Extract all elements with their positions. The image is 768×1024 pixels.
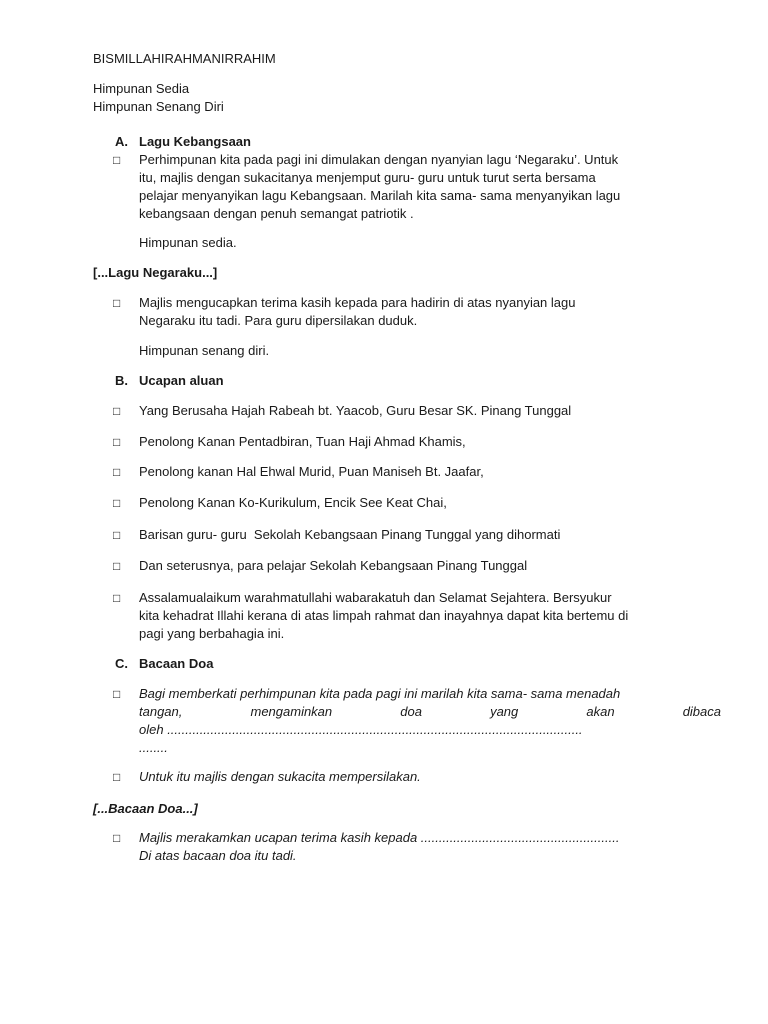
word: yang — [490, 704, 519, 719]
text-line: Majlis merakamkan ucapan terima kasih kepada ....................................................... — [139, 830, 620, 845]
checkbox-icon: □ — [113, 435, 121, 449]
text-line: Negaraku itu tadi. Para guru dipersilakan duduk. — [139, 313, 418, 328]
section-a-letter: A. — [115, 134, 128, 149]
word: dibaca — [682, 704, 721, 719]
intro-line-2: Himpunan Senang Diri — [93, 99, 224, 114]
marker-lagu-negaraku: [...Lagu Negaraku...] — [93, 265, 218, 280]
checkbox-icon: □ — [113, 831, 121, 845]
text-line: Assalamualaikum warahmatullahi wabarakatuh dan Selamat Sejahtera. Bersyukur — [139, 590, 612, 605]
doa-bullet-3 — [93, 829, 721, 865]
word: mengaminkan — [250, 704, 333, 719]
checkbox-icon: □ — [113, 153, 121, 167]
text-line: pagi yang berbahagia ini. — [139, 626, 285, 641]
word: tangan, — [139, 704, 183, 719]
note-himpunan-sedia: Himpunan sedia. — [139, 235, 237, 250]
checkbox-icon: □ — [113, 559, 121, 573]
aluan-item — [93, 402, 571, 420]
aluan-item — [93, 557, 527, 575]
justified-line — [139, 703, 721, 721]
text-line: Di atas bacaan doa itu tadi. — [139, 848, 297, 863]
note-himpunan-senang-diri: Himpunan senang diri. — [139, 343, 270, 358]
text-line: Majlis mengucapkan terima kasih kepada para hadirin di atas nyanyian lagu — [139, 295, 576, 310]
text-line: oleh ................................................................................................................... — [139, 722, 583, 737]
text-line: Dan seterusnya, para pelajar Sekolah Kebangsaan Pinang Tunggal — [139, 558, 528, 573]
section-c-title: Bacaan Doa — [139, 656, 214, 671]
text-line: Untuk itu majlis dengan sukacita mempersilakan. — [139, 769, 421, 784]
word: akan — [586, 704, 615, 719]
section-b-heading — [93, 372, 721, 390]
section-a-title: Lagu Kebangsaan — [139, 134, 251, 149]
aluan-item — [93, 433, 466, 451]
checkbox-icon: □ — [113, 528, 121, 542]
text-line: Yang Berusaha Hajah Rabeah bt. Yaacob, Guru Besar SK. Pinang Tunggal — [139, 403, 572, 418]
opening-title: BISMILLAHIRAHMANIRRAHIM — [93, 51, 276, 66]
checkbox-icon: □ — [113, 496, 121, 510]
text-line: kebangsaan dengan penuh semangat patriotik . — [139, 206, 414, 221]
checkbox-icon: □ — [113, 296, 121, 310]
aluan-item — [93, 494, 447, 512]
doa-bullet-2 — [93, 768, 421, 786]
text-line: Penolong Kanan Ko-Kurikulum, Encik See Keat Chai, — [139, 495, 447, 510]
text-line: kita kehadrat Illahi kerana di atas limpah rahmat dan inayahnya dapat kita bertemu di — [139, 608, 629, 623]
checkbox-icon: □ — [113, 591, 121, 605]
section-c-letter: C. — [115, 656, 128, 671]
text-line: Bagi memberkati perhimpunan kita pada pagi ini marilah kita sama- sama menadah — [139, 686, 621, 701]
text-line: ........ — [139, 740, 168, 755]
text-line: Penolong Kanan Pentadbiran, Tuan Haji Ahmad Khamis, — [139, 434, 466, 449]
aluan-item — [93, 463, 484, 481]
text-line: itu, majlis dengan sukacitanya menjemput guru- guru untuk turut serta bersama — [139, 170, 596, 185]
doa-bullet-1 — [93, 685, 721, 757]
text-line-content: Perhimpunan kita pada pagi ini dimulakan dengan nyanyian lagu ‘Negaraku’. Untuk — [139, 152, 619, 167]
section-b-letter: B. — [115, 373, 128, 388]
section-c-heading — [93, 655, 721, 673]
text-line: Barisan guru- guru Sekolah Kebangsaan Pinang Tunggal yang dihormati — [139, 527, 561, 542]
section-b-title: Ucapan aluan — [139, 373, 224, 388]
section-a-heading — [93, 133, 721, 151]
text-line: pelajar menyanyikan lagu Kebangsaan. Marilah kita sama- sama menyanyikan lagu — [139, 188, 621, 203]
section-a-bullet-1 — [93, 151, 721, 223]
marker-bacaan-doa: [...Bacaan Doa...] — [93, 801, 198, 816]
checkbox-icon: □ — [113, 404, 121, 418]
checkbox-icon: □ — [113, 465, 121, 479]
greeting-item — [93, 589, 721, 643]
section-a-bullet-2 — [93, 294, 721, 330]
checkbox-icon: □ — [113, 687, 121, 701]
text-line — [139, 151, 721, 169]
checkbox-icon: □ — [113, 770, 121, 784]
text-line: Penolong kanan Hal Ehwal Murid, Puan Maniseh Bt. Jaafar, — [139, 464, 484, 479]
aluan-item — [93, 526, 560, 544]
intro-line-1: Himpunan Sedia — [93, 81, 190, 96]
word: doa — [400, 704, 422, 719]
